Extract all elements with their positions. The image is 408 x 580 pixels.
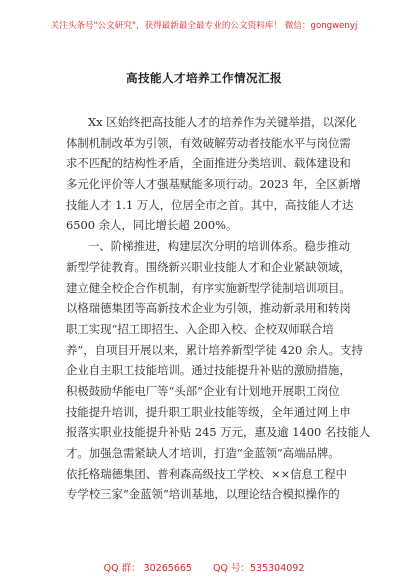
- paragraph-line: 6500 余人，同比增长超 200%。: [66, 218, 238, 233]
- footer-contact: [0, 560, 408, 574]
- document-title: 高技能人才培养工作情况汇报: [126, 71, 282, 85]
- paragraph-line: 积极鼓励华能电厂等“头部”企业有计划地开展职工岗位: [66, 383, 340, 398]
- paragraph-line: 才。加强急需紧缺人才培训，打造“金蓝领”高端品牌。: [66, 446, 340, 460]
- paragraph-line: 多元化评价等人才强基赋能多项行动。2023 年，全区新增: [66, 177, 361, 192]
- paragraph-line: 新型学徒教育。围绕新兴职业技能人才和企业紧缺领域，: [66, 259, 351, 274]
- paragraph-line: 技能提升培训，提升职工职业技能等级，全年通过网上申: [66, 404, 351, 419]
- paragraph-line: Xx 区始终把高技能人才的培养作为关键举措，以深化: [88, 115, 357, 129]
- header-banner: 关注头条号"公文研究"，获得最新最全最专业的公文资料库！ 微信：gongwenyj: [50, 21, 358, 31]
- paragraph-line: 求不匹配的结构性矛盾，全面推进分类培训、载体建设和: [66, 156, 351, 171]
- paragraph-line: 专学校三家“金蓝领”培训基地，以理论结合模拟操作的: [66, 487, 340, 502]
- paragraph-line: 以格瑞德集团等高新技术企业为引领，推动新录用和转岗: [66, 301, 351, 316]
- paragraph-line: 建立健全校企合作机制，有序实施新型学徒制培训项目。: [66, 280, 351, 295]
- paragraph-line: 报落实职业技能提升补贴 245 万元，惠及逾 1400 名技能人: [66, 425, 371, 440]
- paragraph-line: 养”，自项目开展以来，累计培养新型学徒 420 余人。支持: [66, 342, 363, 357]
- paragraph-line: 体制机制改革为引领，有效破解劳动者技能水平与岗位需: [66, 135, 351, 150]
- paragraph-line: 企业自主职工技能培训。通过技能提升补贴的激励措施，: [66, 363, 351, 378]
- paragraph-line: 技能人才 1.1 万人，位居全市之首。其中，高技能人才达: [66, 197, 354, 212]
- footer-qq-group: QQ 群： 30265665: [103, 563, 192, 574]
- paragraph-line: 职工实现“招工即招生、入企即入校、企校双师联合培: [66, 321, 334, 336]
- paragraph-line: 一、阶梯推进，构建层次分明的培训体系。稳步推动: [88, 239, 350, 254]
- document-body: [66, 112, 371, 505]
- footer-qq-number: QQ 号：535304092: [213, 563, 305, 574]
- paragraph-line: 依托格瑞德集团、普利森高级技工学校、××信息工程中: [66, 466, 348, 481]
